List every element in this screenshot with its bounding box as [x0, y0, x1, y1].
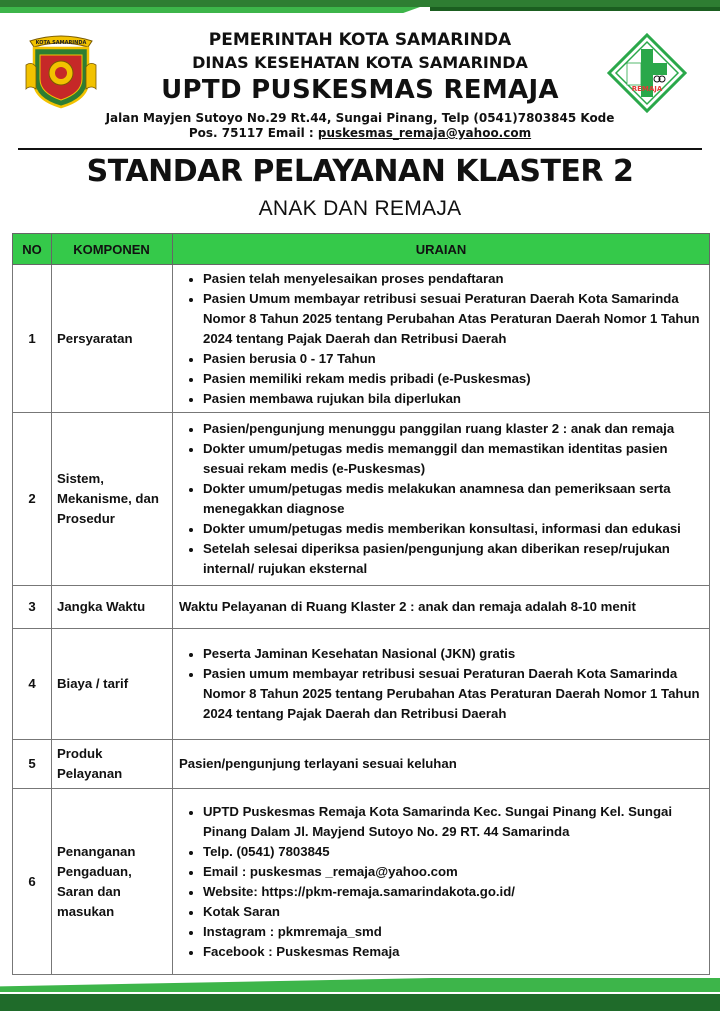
uraian-list [179, 802, 705, 962]
bottom-stripe-light [0, 978, 720, 992]
logo-left-text: KOTA SAMARINDA [35, 40, 87, 46]
uraian-list [179, 269, 705, 409]
row-uraian [173, 789, 710, 975]
row-komponen: Biaya / tarif [52, 629, 173, 740]
row-number: 5 [13, 740, 52, 789]
list-item: • Pasien memiliki rekam medis pribadi (e-Puskesmas) [203, 369, 705, 389]
uraian-list [179, 419, 705, 579]
table-row [13, 586, 710, 629]
list-item: • Dokter umum/petugas medis melakukan anamnesa dan pemeriksaan serta menegakkan diagnose [203, 479, 705, 519]
list-item: • Setelah selesai diperiksa pasien/pengunjung akan diberikan resep/rujukan internal/ rujukan eksternal [203, 539, 705, 579]
header-no: NO [13, 234, 52, 265]
list-item: • Pasien membawa rujukan bila diperlukan [203, 389, 705, 409]
list-item: • UPTD Puskesmas Remaja Kota Samarinda Kec. Sungai Pinang Kel. Sungai Pinang Dalam Jl. Mayjend Sutoyo No. 29 RT. 44 Samarinda [203, 802, 705, 842]
row-komponen: Jangka Waktu [52, 586, 173, 629]
top-stripe-dark [0, 0, 720, 7]
row-komponen: Penanganan Pengaduan, Saran dan masukan [52, 789, 173, 975]
document-subtitle: ANAK DAN REMAJA [258, 197, 462, 220]
header-address [100, 111, 620, 141]
table-row [13, 413, 710, 586]
row-number: 1 [13, 265, 52, 413]
row-number: 3 [13, 586, 52, 629]
row-number: 4 [13, 629, 52, 740]
list-item: • Pasien Umum membayar retribusi sesuai Peraturan Daerah Kota Samarinda Nomor 8 Tahun 2025 tentang Perubahan Atas Peraturan Daerah Nomor 1 Tahun 2024 tentang Pajak Daerah dan Retribusi Daerah [203, 289, 705, 349]
row-komponen: Persyaratan [52, 265, 173, 413]
uraian-list [179, 644, 705, 724]
address-line-1: Jalan Mayjen Sutoyo No.29 Rt.44, Sungai Pinang, Telp (0541)7803845 Kode [105, 111, 615, 125]
table-header-row [13, 234, 710, 265]
list-item: • Telp. (0541) 7803845 [203, 842, 705, 862]
row-uraian [173, 629, 710, 740]
address-email-link[interactable]: puskesmas_remaja@yahoo.com [317, 126, 532, 140]
list-item: • Dokter umum/petugas medis memberikan konsultasi, informasi dan edukasi [203, 519, 705, 539]
letterhead-divider [18, 148, 702, 150]
table-row [13, 629, 710, 740]
list-item: • Email : puskesmas _remaja@yahoo.com [203, 862, 705, 882]
row-uraian: Pasien/pengunjung terlayani sesuai keluhan [173, 740, 710, 789]
row-uraian [173, 413, 710, 586]
table-row [13, 740, 710, 789]
header-uraian: URAIAN [173, 234, 710, 265]
logo-right-text: REMAJA [631, 85, 663, 93]
list-item: • Dokter umum/petugas medis memanggil dan memastikan identitas pasien sesuai rekam medis (e-Puskesmas) [203, 439, 705, 479]
top-stripe-thin [430, 7, 720, 11]
address-line-2-prefix: Pos. 75117 Email : [188, 126, 318, 140]
list-item: • Kotak Saran [203, 902, 705, 922]
list-item: • Instagram : pkmremaja_smd [203, 922, 705, 942]
bottom-stripe-dark [0, 994, 720, 1011]
header-institution-name: UPTD PUSKESMAS REMAJA [161, 75, 559, 105]
list-item: • Pasien umum membayar retribusi sesuai Peraturan Daerah Kota Samarinda Nomor 8 Tahun 2025 tentang Perubahan Atas Peraturan Daerah Nomor 1 Tahun 2024 tentang Pajak Daerah dan Retribusi Daerah [203, 664, 705, 724]
row-number: 6 [13, 789, 52, 975]
row-number: 2 [13, 413, 52, 586]
top-stripe-green [0, 7, 420, 13]
header-health-office: DINAS KESEHATAN KOTA SAMARINDA [192, 53, 528, 72]
list-item: • Peserta Jaminan Kesehatan Nasional (JKN) gratis [203, 644, 705, 664]
table-row [13, 265, 710, 413]
row-komponen: Sistem, Mekanisme, dan Prosedur [52, 413, 173, 586]
header-komponen: KOMPONEN [52, 234, 173, 265]
list-item: • Facebook : Puskesmas Remaja [203, 942, 705, 962]
row-komponen: Produk Pelayanan [52, 740, 173, 789]
row-uraian [173, 265, 710, 413]
row-uraian: Waktu Pelayanan di Ruang Klaster 2 : anak dan remaja adalah 8-10 menit [173, 586, 710, 629]
list-item: • Pasien telah menyelesaikan proses pendaftaran [203, 269, 705, 289]
table-row [13, 789, 710, 975]
service-standard-table [12, 233, 710, 975]
header-government: PEMERINTAH KOTA SAMARINDA [208, 30, 512, 50]
document-title: STANDAR PELAYANAN KLASTER 2 [86, 154, 634, 189]
list-item: • Pasien/pengunjung menunggu panggilan ruang klaster 2 : anak dan remaja [203, 419, 705, 439]
list-item: • Website: https://pkm-remaja.samarindakota.go.id/ [203, 882, 705, 902]
list-item: • Pasien berusia 0 - 17 Tahun [203, 349, 705, 369]
address-line-2 [100, 126, 620, 141]
samarinda-emblem-logo [24, 31, 98, 109]
